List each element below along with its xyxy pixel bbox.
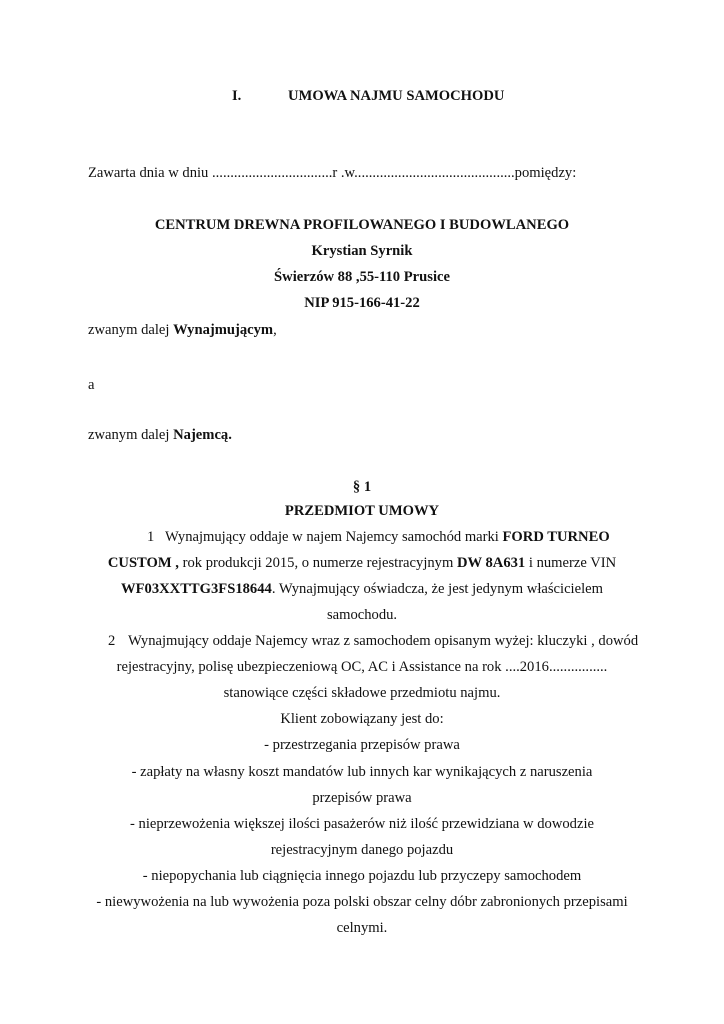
lessee-role-name: Najemcą. [173, 427, 232, 443]
item-2-number: 2 [108, 633, 116, 649]
item-1-line-2-text: rok produkcji 2015, o numerze rejestracyjnym [178, 555, 457, 571]
title-number: I. [232, 88, 242, 104]
intro-line: Zawarta dnia w dniu .................................r .w............................................pomiędzy: [88, 165, 577, 181]
item-2-line-1: Wynajmujący oddaje Najemcy wraz z samochodem opisanym wyżej: kluczyki , dowód [128, 633, 639, 649]
lessor-reference-suffix: , [273, 322, 277, 338]
document-title: UMOWA NAJMU SAMOCHODU [288, 88, 505, 104]
section-symbol: § 1 [352, 479, 372, 495]
lessor-nip: NIP 915-166-41-22 [304, 295, 420, 311]
obligation-line: - przestrzegania przepisów prawa [264, 737, 460, 753]
lessor-role-name: Wynajmującym [173, 322, 274, 338]
item-2-line-2: rejestracyjny, polisę ubezpieczeniową OC, AC i Assistance na rok ....2016................ [116, 659, 608, 675]
lessee-reference-prefix: zwanym dalej [88, 427, 174, 443]
lessor-address: Świerzów 88 ,55-110 Prusice [274, 269, 450, 285]
item-1-line-2 [0, 554, 724, 572]
lessee-reference [88, 426, 232, 444]
and-word: a [88, 377, 95, 393]
item-1-line-3-text: . Wynajmujący oświadcza, że jest jedynym właścicielem [271, 581, 603, 597]
item-2-line-3: stanowiące części składowe przedmiotu najmu. [223, 685, 501, 701]
obligation-line: - niewywożenia na lub wywożenia poza polski obszar celny dóbr zabronionych przepisami [96, 894, 628, 910]
obligation-line: - nieprzewożenia większej ilości pasażerów niż ilość przewidziana w dowodzie [130, 816, 594, 832]
car-make: FORD TURNEO [502, 529, 610, 545]
lessor-company: CENTRUM DREWNA PROFILOWANEGO I BUDOWLANEGO [154, 217, 570, 233]
item-1-line-1-text: Wynajmujący oddaje w najem Najemcy samochód marki [165, 529, 503, 545]
obligation-line: - niepopychania lub ciągnięcia innego pojazdu lub przyczepy samochodem [142, 868, 582, 884]
item-1-line-1 [165, 528, 610, 546]
obligations-intro: Klient zobowiązany jest do: [280, 711, 444, 727]
item-1-number: 1 [147, 529, 155, 545]
item-1-line-4: samochodu. [326, 607, 398, 623]
item-1-line-2-text-2: i numerze VIN [525, 555, 617, 571]
lessor-reference-prefix: zwanym dalej [88, 322, 174, 338]
registration-number: DW 8A631 [456, 555, 526, 571]
item-1-line-3 [0, 580, 724, 598]
lessor-reference [88, 321, 277, 339]
obligation-line: przepisów prawa [312, 790, 412, 806]
vin-number: WF03XXTTG3FS18644 [121, 581, 272, 597]
obligation-line: rejestracyjnym danego pojazdu [270, 842, 454, 858]
obligation-line: celnymi. [336, 920, 388, 936]
obligation-line: - zapłaty na własny koszt mandatów lub innych kar wynikających z naruszenia [131, 764, 593, 780]
lessor-person: Krystian Syrnik [311, 243, 413, 259]
car-model: CUSTOM , [107, 555, 179, 571]
section-heading: PRZEDMIOT UMOWY [284, 503, 440, 519]
